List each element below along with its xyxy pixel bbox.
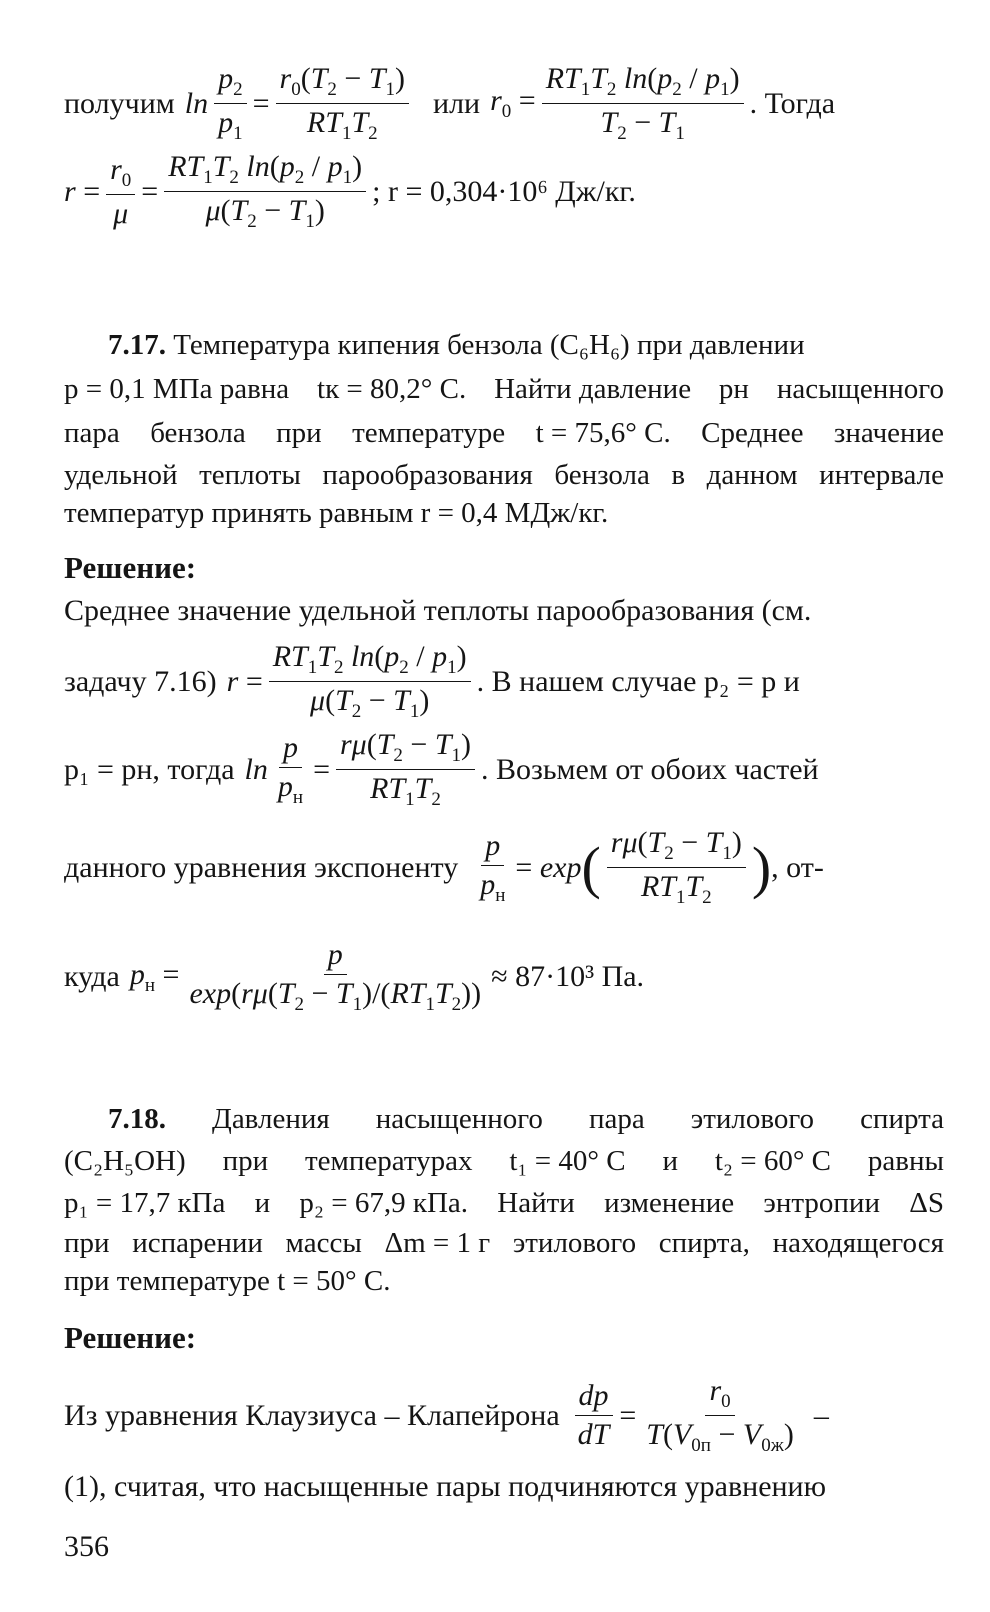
solution-717-line-1: Среднее значение удельной теплоты парообразования (см.	[64, 594, 812, 627]
fraction: $\frac{RT_1T_2 \ln(p_2 / p_1)}{\mu(T_2 - T_1)}$	[269, 640, 471, 723]
fraction: $\frac{p}{p_н}$	[480, 828, 506, 906]
problem-717-line-5: температур принять равным r = 0,4 МДж/кг.	[64, 497, 609, 529]
word-poluchim: получим	[64, 86, 175, 120]
solution-718-line-1: Из уравнения Клаузиуса – Клапейрона $\frac{dp}{dT}$ = $\frac{r_0}{T(V_{0п} - V_{0ж})}$ –	[64, 1374, 829, 1456]
eq-top-2: r = $\frac{r_0}{\mu}$ = $\frac{RT_1T_2 \ln(p_2 / p_1)}{\mu(T_2 - T_1)}$ ; r = 0,304·10⁶ Дж/кг.	[64, 150, 636, 232]
solution-717-line-4: данного уравнения экспоненту $\frac{p}{p_н}$ = exp ( $\frac{r\mu(T_2 - T_1)}{RT_1T_2}$ ) , от-	[64, 826, 824, 908]
problem-718-line-2: (C₂H₅OH) при температурах t₁ = 40° C и t₂ = 60° C равны	[64, 1145, 944, 1177]
page-number: 356	[64, 1530, 109, 1563]
solution-heading: Решение:	[64, 550, 197, 585]
problem-718-line-3: p₁ = 17,7 кПа и p₂ = 67,9 кПа. Найти изменение энтропии ΔS	[64, 1187, 944, 1219]
problem-718-line-4: при испарении массы Δm = 1 г этилового спирта, находящегося	[64, 1227, 944, 1259]
solution-717-line-5: куда $p_н$ = $\frac{p}{\exp(r\mu(T_2 - T_1)/(RT_1T_2))}$ ≈ 87·10³ Па.	[64, 938, 645, 1015]
eq-top-1: получим ln $\frac{p_2}{p_1}$ = $\frac{r_0(T_2 - T_1)}{RT_1T_2}$ или $r_0$ = $\frac{RT_1T_2 \ln(p_2 / p_1)}{T_2 - T_1}$ . Тогда	[64, 62, 836, 144]
problem-718-line-1: 7.18. Давления насыщенного пара этилового спирта	[108, 1103, 944, 1135]
fraction: $\frac{RT_1T_2 \ln(p_2 / p_1)}{T_2 - T_1}$	[542, 62, 744, 145]
problem-717-line-4: удельной теплоты парообразования бензола в данном интервале	[64, 459, 944, 491]
fraction: $\frac{dp}{dT}$	[574, 1379, 614, 1452]
problem-717-line-2: p = 0,1 МПа равна tк = 80,2° C. Найти давление pн насыщенного	[64, 373, 944, 405]
fraction: $\frac{r\mu(T_2 - T_1)}{RT_1T_2}$	[607, 826, 746, 909]
fraction: $\frac{r\mu(T_2 - T_1)}{RT_1T_2}$	[336, 728, 475, 811]
word-ili: или	[433, 86, 481, 120]
fraction: $\frac{p}{p_н}$	[277, 730, 304, 808]
fraction: $\frac{r_0}{T(V_{0п} - V_{0ж})}$	[646, 1374, 794, 1456]
problem-number: 7.18.	[108, 1103, 166, 1135]
problem-718-line-5: при температуре t = 50° C.	[64, 1265, 391, 1297]
result-r: r = 0,304·10⁶ Дж/кг.	[387, 174, 636, 208]
solution-heading: Решение:	[64, 1320, 197, 1355]
fraction: $\frac{p_2}{p_1}$	[214, 62, 247, 145]
problem-717-line-3: пара бензола при температуре t = 75,6° C. Среднее значение	[64, 417, 944, 449]
fraction: $\frac{r_0(T_2 - T_1)}{RT_1T_2}$	[276, 62, 409, 145]
word-togda: Тогда	[764, 86, 836, 120]
solution-718-line-2: (1), считая, что насыщенные пары подчиняются уравнению	[64, 1470, 827, 1503]
solution-717-line-2: задачу 7.16) r = $\frac{RT_1T_2 \ln(p_2 / p_1)}{\mu(T_2 - T_1)}$ . В нашем случае p₂ = p и	[64, 640, 800, 722]
fraction: $\frac{RT_1T_2 \ln(p_2 / p_1)}{\mu(T_2 - T_1)}$	[164, 150, 366, 233]
solution-717-line-3: p₁ = pн, тогда ln $\frac{p}{p_н}$ = $\frac{r\mu(T_2 - T_1)}{RT_1T_2}$ . Возьмем от обоих частей	[64, 728, 819, 810]
fraction: $\frac{p}{\exp(r\mu(T_2 - T_1)/(RT_1T_2))}$	[189, 938, 482, 1015]
fraction: $\frac{r_0}{\mu}$	[106, 153, 135, 231]
problem-717-line-1: 7.17. Температура кипения бензола (C₆H₆) при давлении	[108, 329, 805, 361]
problem-number: 7.17.	[108, 329, 166, 361]
